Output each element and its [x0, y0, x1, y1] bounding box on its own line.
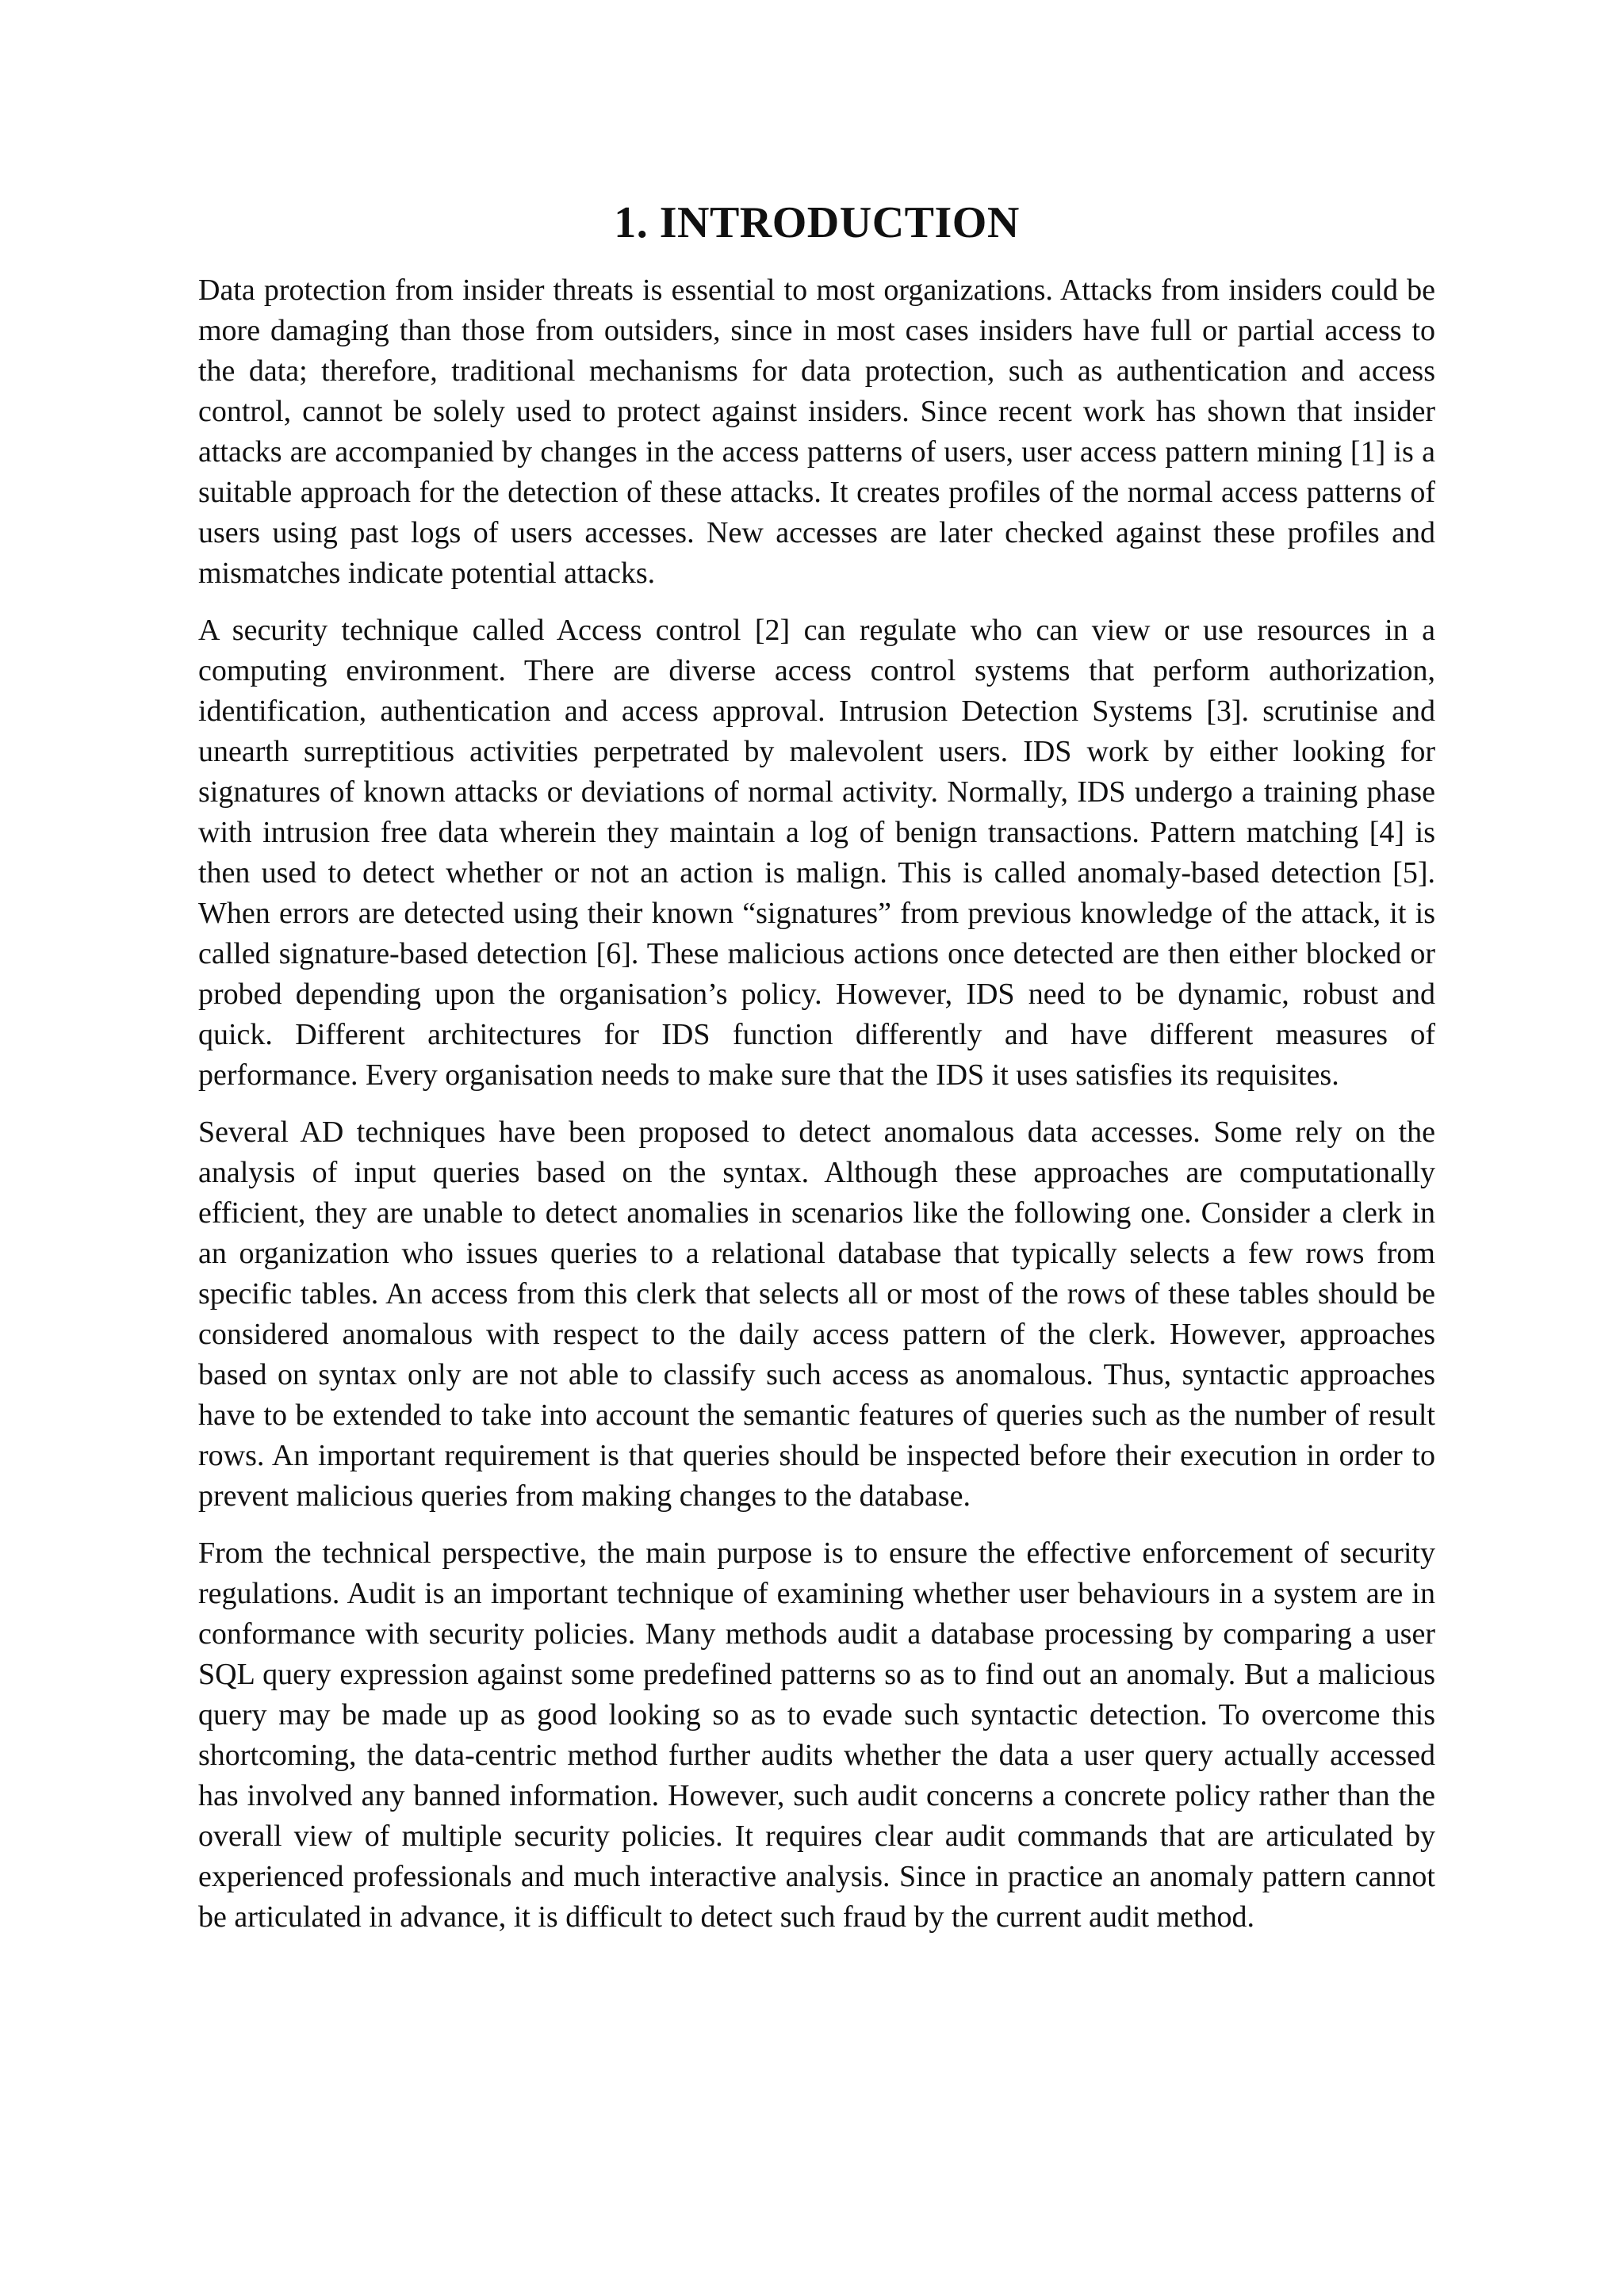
section-title: 1. INTRODUCTION — [614, 198, 1020, 247]
paragraph-4: From the technical perspective, the main purpose is to ensure the effective enforcement of security regulations. Audit is an important technique of examining whether user behaviours in a system are in conformance with security policies. Many methods audit a database processing by comparing a user SQL query expression against some predefined patterns so as to find out an anomaly. But a malicious query may be made up as good looking so as to evade such syntactic detection. To overcome this shortcoming, the data-centric method further audits whether the data a user query actually accessed has involved any banned information. However, such audit concerns a concrete policy rather than the overall view of multiple security policies. It requires clear audit commands that are articulated by experienced professionals and much interactive analysis. Since in practice an anomaly pattern cannot be articulated in advance, it is difficult to detect such fraud by the current audit method. — [198, 1536, 1435, 1934]
paragraph-1: Data protection from insider threats is essential to most organizations. Attacks from insiders could be more damaging than those from outsiders, since in most cases insiders have full or partial access to the data; therefore, traditional mechanisms for data protection, such as authentication and access control, cannot be solely used to protect against insiders. Since recent work has shown that insider attacks are accompanied by changes in the access patterns of users, user access pattern mining [1] is a suitable approach for the detection of these attacks. It creates profiles of the normal access patterns of users using past logs of users accesses. New accesses are later checked against these profiles and mismatches indicate potential attacks. — [198, 274, 1435, 590]
paragraph-3: Several AD techniques have been proposed to detect anomalous data accesses. Some rely on the analysis of input queries based on the syntax. Although these approaches are computationally efficient, they are unable to detect anomalies in scenarios like the following one. Consider a clerk in an organization who issues queries to a relational database that typically selects a few rows from specific tables. An access from this clerk that selects all or most of the rows of these tables should be considered anomalous with respect to the daily access pattern of the clerk. However, approaches based on syntax only are not able to classify such access as anomalous. Thus, syntactic approaches have to be extended to take into account the semantic features of queries such as the number of result rows. An important requirement is that queries should be inspected before their execution in order to prevent malicious queries from making changes to the database. — [198, 1115, 1435, 1513]
page-content — [198, 194, 1435, 1954]
paragraph-2: A security technique called Access control [2] can regulate who can view or use resources in a computing environment. There are diverse access control systems that perform authorization, identification, authentication and access approval. Intrusion Detection Systems [3]. scrutinise and unearth surreptitious activities perpetrated by malevolent users. IDS work by either looking for signatures of known attacks or deviations of normal activity. Normally, IDS undergo a training phase with intrusion free data wherein they maintain a log of benign transactions. Pattern matching [4] is then used to detect whether or not an action is malign. This is called anomaly-based detection [5]. When errors are detected using their known “signatures” from previous knowledge of the attack, it is called signature-based detection [6]. These malicious actions once detected are then either blocked or probed depending upon the organisation’s policy. However, IDS need to be dynamic, robust and quick. Different architectures for IDS function differently and have different measures of performance. Every organisation needs to make sure that the IDS it uses satisfies its requisites. — [198, 614, 1435, 1092]
